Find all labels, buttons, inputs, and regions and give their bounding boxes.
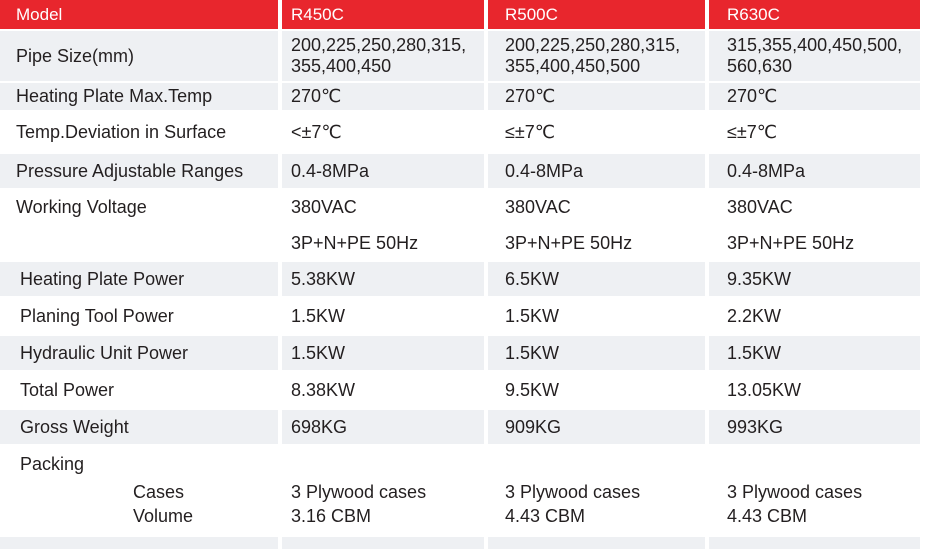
spec-row-hydraulic-unit-power [0,336,920,370]
spec-row-voltage-phase [0,226,920,260]
packing-cases-label: Cases [133,481,185,502]
spec-row-gross-weight [0,410,920,444]
pressure-r630c: 0.4-8MPa [709,154,920,188]
bottom-strip-col1 [0,537,278,549]
temp-deviation-r450c: <±7℃ [291,121,342,142]
packing-volume-label: Volume [133,505,194,526]
pipe-size-r500c [488,31,705,81]
working-voltage-r630c: 380VAC [727,196,793,217]
planing-tool-power-r500c: 1.5KW [505,305,560,326]
planing-tool-power-r450c: 1.5KW [291,305,346,326]
header-model-r450c: R450C [282,0,484,29]
spec-row-heating-plate-power [0,262,920,296]
total-power-r500c: 9.5KW [505,379,560,400]
voltage-phase-r500c: 3P+N+PE 50Hz [505,232,633,253]
max-temp-r450c: 270℃ [282,83,484,110]
total-power-r450c: 8.38KW [291,379,356,400]
packing-cases-r450c: 3 Plywood cases [291,481,427,502]
packing-cases-r500c: 3 Plywood cases [505,481,641,502]
bottom-strip-col2 [282,537,484,549]
max-temp-r630c: 270℃ [709,83,920,110]
header-model-label: Model [0,0,278,29]
spec-row-packing-cases [0,480,920,504]
hydraulic-unit-power-r500c: 1.5KW [488,336,705,370]
header-model-r630c: R630C [709,0,920,29]
voltage-phase-label [0,226,278,260]
working-voltage-r500c: 380VAC [505,196,571,217]
bottom-strip-col4 [709,537,920,549]
packing-cases-r630c: 3 Plywood cases [727,481,863,502]
heating-plate-power-r500c: 6.5KW [488,262,705,296]
pressure-r450c: 0.4-8MPa [282,154,484,188]
bottom-strip-col3 [488,537,705,549]
pipe-size-r630c [709,31,920,81]
gross-weight-r630c: 993KG [709,410,920,444]
pipe-size-label: Pipe Size(mm) [0,31,278,81]
pipe-size-r450c-line2: 355,400,450 [291,56,392,76]
pipe-size-r500c-line2: 355,400,450,500 [505,56,641,76]
working-voltage-r450c: 380VAC [291,196,357,217]
max-temp-label: Heating Plate Max.Temp [0,83,278,110]
packing-volume-r450c: 3.16 CBM [291,505,372,526]
spec-row-pipe-size [0,31,920,81]
heating-plate-power-label: Heating Plate Power [0,262,278,296]
gross-weight-r500c: 909KG [488,410,705,444]
hydraulic-unit-power-label: Hydraulic Unit Power [0,336,278,370]
spec-row-planing-tool-power [0,298,920,334]
working-voltage-label: Working Voltage [16,196,147,217]
packing-volume-r630c: 4.43 CBM [727,505,808,526]
temp-deviation-r500c: ≤±7℃ [505,121,555,142]
pipe-size-r500c-line1: 200,225,250,280,315, [505,35,681,55]
hydraulic-unit-power-r450c: 1.5KW [282,336,484,370]
spec-row-pressure [0,154,920,188]
spec-row-temp-deviation [0,112,920,152]
pipe-size-r630c-line2: 560,630 [727,56,793,76]
pipe-size-r630c-line1: 315,355,400,450,500, [727,35,903,55]
gross-weight-r450c: 698KG [282,410,484,444]
spec-row-packing [0,446,920,482]
table-bottom-strip [0,537,920,549]
temp-deviation-label: Temp.Deviation in Surface [16,121,227,142]
spec-row-working-voltage [0,190,920,224]
temp-deviation-r630c: ≤±7℃ [727,121,777,142]
header-model-r500c: R500C [488,0,705,29]
pipe-size-r450c [282,31,484,81]
pressure-r500c: 0.4-8MPa [488,154,705,188]
pressure-label: Pressure Adjustable Ranges [0,154,278,188]
spec-row-packing-volume [0,504,920,528]
voltage-phase-r630c: 3P+N+PE 50Hz [727,232,855,253]
heating-plate-power-r630c: 9.35KW [709,262,920,296]
hydraulic-unit-power-r630c: 1.5KW [709,336,920,370]
packing-volume-r500c: 4.43 CBM [505,505,586,526]
packing-label: Packing [20,453,85,474]
spec-row-max-temp [0,83,920,110]
header-row [0,0,920,29]
pipe-size-r450c-line1: 200,225,250,280,315, [291,35,467,55]
total-power-r630c: 13.05KW [727,379,802,400]
gross-weight-label: Gross Weight [0,410,278,444]
planing-tool-power-r630c: 2.2KW [727,305,782,326]
total-power-label: Total Power [20,379,115,400]
planing-tool-power-label: Planing Tool Power [20,305,174,326]
max-temp-r500c: 270℃ [488,83,705,110]
voltage-phase-r450c: 3P+N+PE 50Hz [291,232,419,253]
heating-plate-power-r450c: 5.38KW [282,262,484,296]
spec-row-total-power [0,372,920,408]
